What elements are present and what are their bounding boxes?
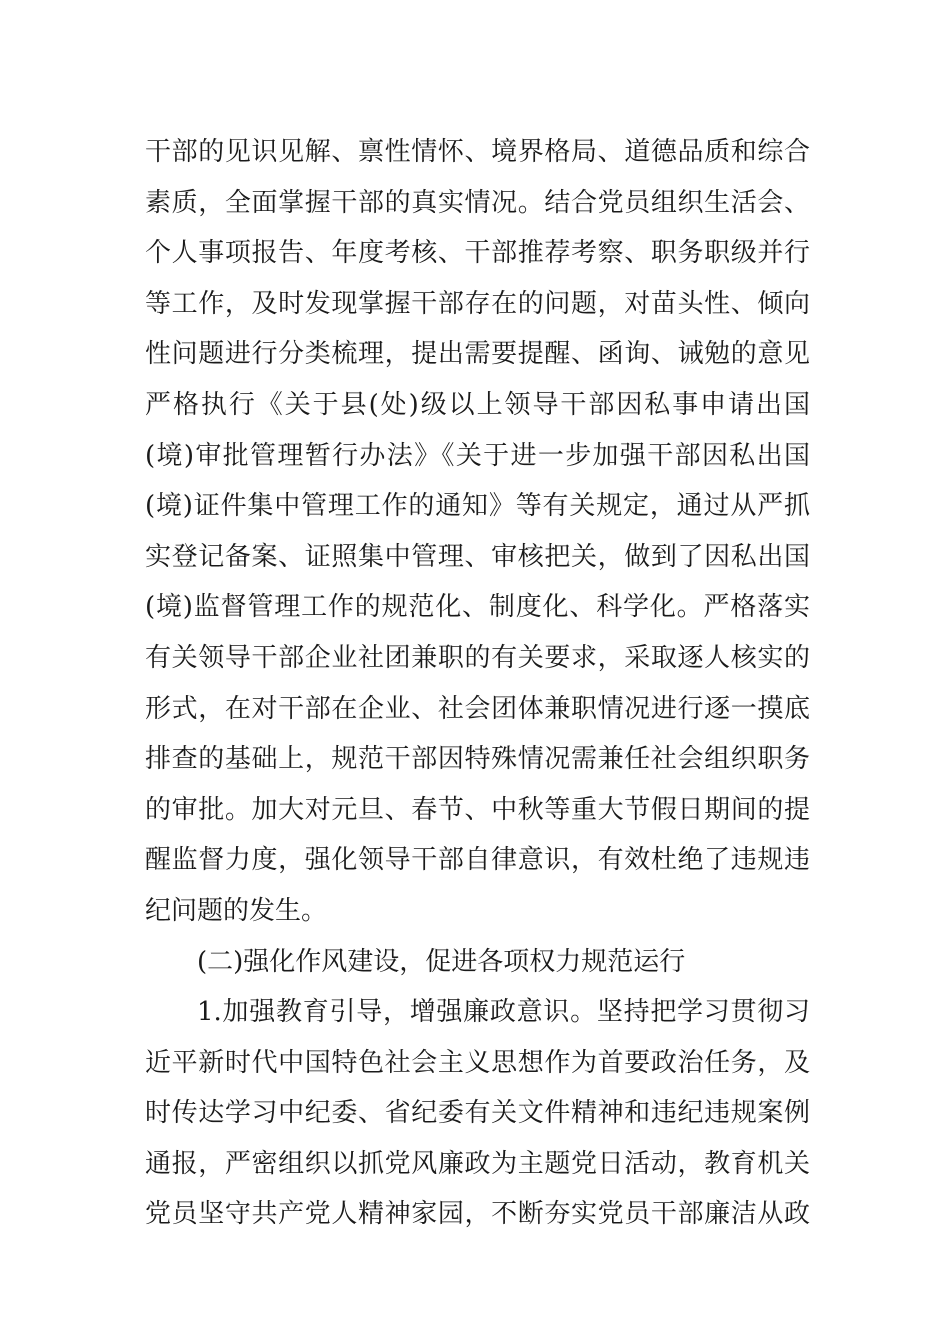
text-line: 纪问题的发生。 — [145, 895, 328, 926]
text-line: 的审批。加大对元旦、春节、中秋等重大节假日期间的提 — [145, 794, 810, 825]
text-line: 党员坚守共产党人精神家园，不断夯实党员干部廉洁从政 — [145, 1199, 810, 1230]
text-line: (境)证件集中管理工作的通知》等有关规定，通过从严抓 — [145, 491, 810, 522]
text-line: 个人事项报告、年度考核、干部推荐考察、职务职级并行 — [145, 238, 810, 269]
text-line: (境)监督管理工作的规范化、制度化、科学化。严格落实 — [145, 592, 810, 623]
text-line: (境)审批管理暂行办法》《关于进一步加强干部因私出国 — [145, 440, 810, 471]
text-line: 性问题进行分类梳理，提出需要提醒、函询、诫勉的意见 — [145, 339, 810, 370]
body-text — [145, 127, 810, 1240]
section-heading: (二)强化作风建设，促进各项权力规范运行 — [197, 946, 686, 977]
text-line: 干部的见识见解、禀性情怀、境界格局、道德品质和综合 — [145, 137, 810, 167]
text-line: 实登记备案、证照集中管理、审核把关，做到了因私出国 — [145, 541, 810, 572]
text-line: 近平新时代中国特色社会主义思想作为首要政治任务，及 — [145, 1047, 810, 1078]
text-line: 形式，在对干部在企业、社会团体兼职情况进行逐一摸底 — [145, 693, 810, 724]
text-line: 通报，严密组织以抓党风廉政为主题党日活动，教育机关 — [145, 1148, 810, 1179]
text-line: 素质，全面掌握干部的真实情况。结合党员组织生活会、 — [145, 187, 810, 218]
text-line: 有关领导干部企业社团兼职的有关要求，采取逐人核实的 — [145, 642, 810, 673]
text-line: 排查的基础上，规范干部因特殊情况需兼任社会组织职务 — [145, 744, 810, 775]
text-line: 时传达学习中纪委、省纪委有关文件精神和违纪违规案例 — [145, 1098, 810, 1129]
text-line: 1.加强教育引导，增强廉政意识。坚持把学习贯彻习 — [197, 997, 810, 1028]
text-line: 醒监督力度，强化领导干部自律意识，有效杜绝了违规违 — [145, 845, 810, 876]
text-line: 等工作，及时发现掌握干部存在的问题，对苗头性、倾向 — [145, 288, 810, 319]
text-line: 严格执行《关于县(处)级以上领导干部因私事申请出国 — [145, 389, 810, 420]
